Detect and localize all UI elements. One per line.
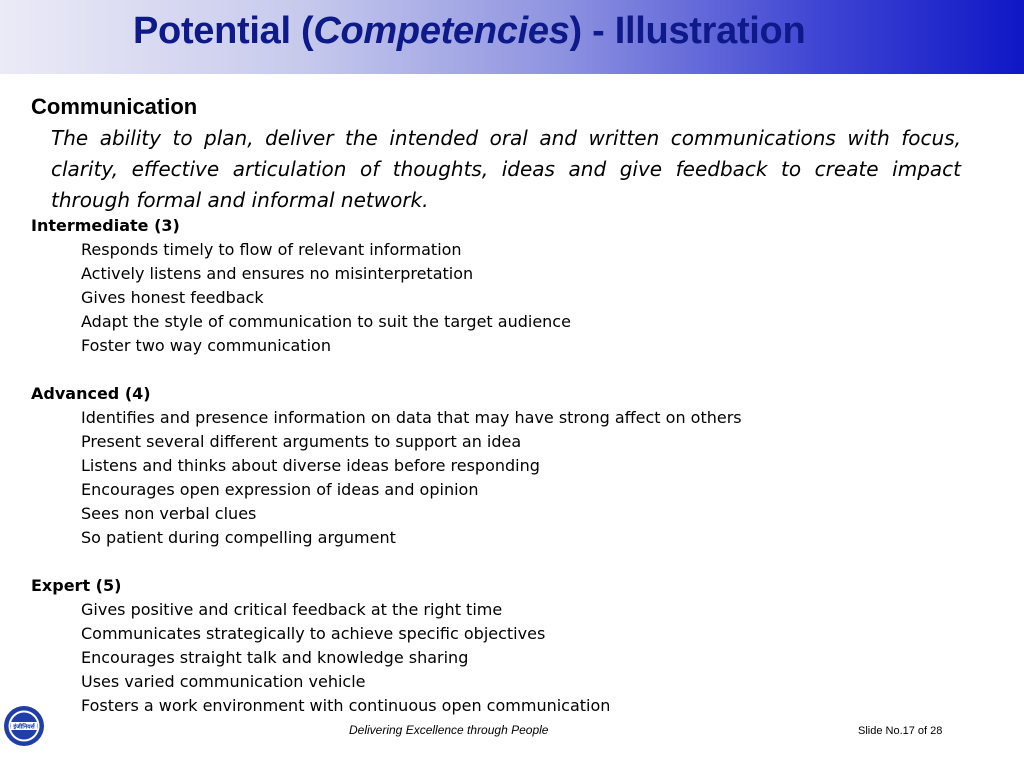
list-item: Uses varied communication vehicle	[81, 672, 366, 691]
company-logo	[3, 705, 45, 747]
level-intermediate	[31, 214, 991, 358]
level-items	[31, 406, 991, 550]
list-item: Fosters a work environment with continuous open communication	[81, 696, 611, 715]
level-title: Advanced (4)	[31, 384, 151, 403]
competency-description: The ability to plan, deliver the intended oral and written communications with focus, clarity, effective articulation of thoughts, ideas and give feedback to create impact through formal and informal network.	[51, 126, 961, 212]
list-item: Adapt the style of communication to suit the target audience	[81, 312, 571, 331]
competency-heading: Communication	[31, 94, 198, 119]
logo-emblem-icon	[3, 705, 45, 747]
logo-text: इंजीनियर्स	[13, 723, 35, 731]
level-expert	[31, 574, 991, 718]
level-title: Expert (5)	[31, 576, 122, 595]
list-item: Encourages open expression of ideas and opinion	[81, 480, 479, 499]
slide-title	[133, 10, 805, 53]
level-items	[31, 598, 991, 718]
list-item: Gives positive and critical feedback at the right time	[81, 600, 503, 619]
list-item: Responds timely to flow of relevant information	[81, 240, 462, 259]
footer-tagline: Delivering Excellence through People	[349, 723, 549, 737]
level-items	[31, 238, 991, 358]
title-banner	[0, 0, 1024, 74]
level-advanced	[31, 382, 991, 550]
list-item: Foster two way communication	[81, 336, 331, 355]
level-title: Intermediate (3)	[31, 216, 180, 235]
competency-levels	[31, 214, 991, 718]
title-italic: Competencies	[313, 10, 570, 52]
list-item: Communicates strategically to achieve specific objectives	[81, 624, 546, 643]
list-item: Sees non verbal clues	[81, 504, 257, 523]
list-item: Listens and thinks about diverse ideas before responding	[81, 456, 540, 475]
title-prefix: Potential (	[133, 10, 314, 52]
list-item: Present several different arguments to support an idea	[81, 432, 522, 451]
list-item: Encourages straight talk and knowledge sharing	[81, 648, 469, 667]
spacer	[31, 358, 991, 382]
list-item: So patient during compelling argument	[81, 528, 396, 547]
slide-number: Slide No.17 of 28	[858, 725, 943, 737]
list-item: Gives honest feedback	[81, 288, 264, 307]
list-item: Actively listens and ensures no misinterpretation	[81, 264, 474, 283]
list-item: Identifies and presence information on data that may have strong affect on others	[81, 408, 742, 427]
title-suffix: ) - Illustration	[569, 10, 806, 52]
spacer	[31, 550, 991, 574]
